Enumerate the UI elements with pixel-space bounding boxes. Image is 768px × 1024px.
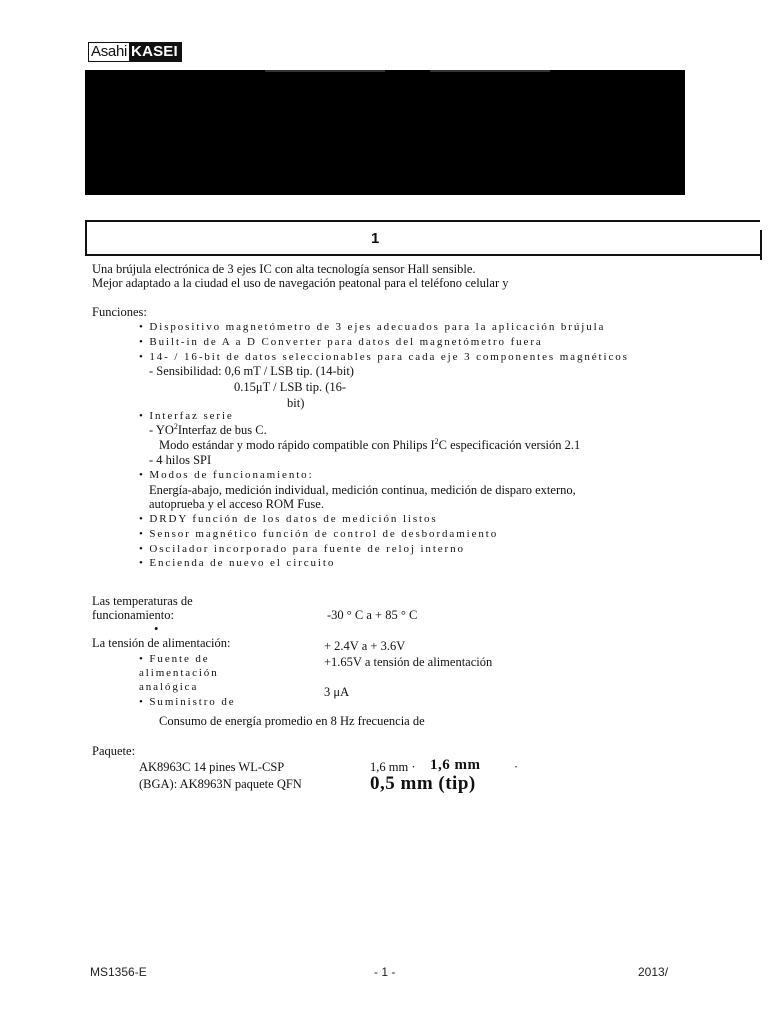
footer-right: 2013/ — [638, 965, 669, 979]
supply-value: + 2.4V a + 3.6V — [324, 639, 406, 653]
feature-item: • Dispositivo magnetómetro de 3 ejes adecuados para la aplicación brújula — [139, 321, 606, 333]
header-black-block — [85, 70, 685, 195]
modo-line — [159, 438, 580, 453]
logo-text-kasei: KASEI — [129, 43, 181, 61]
intro-line-2: Mejor adaptado a la ciudad el uso de navegación peatonal para el teléfono celular y — [92, 276, 509, 290]
temp-label-1: Las temperaturas de — [92, 594, 193, 608]
modo-superscript: 2 — [434, 436, 439, 446]
footer-center-clipped — [374, 965, 396, 980]
logo-text-asahi: Asahi — [91, 43, 128, 60]
header-streak — [265, 70, 385, 72]
feature-item: • 14- / 16-bit de datos seleccionables para cada eje 3 componentes magnéticos — [139, 351, 629, 363]
feature-item: • Encienda de nuevo el circuito — [139, 557, 336, 569]
fuente-label-2: alimentación — [139, 667, 219, 679]
footer-center: - 1 - — [374, 965, 396, 979]
fuente-label-3: analógica — [139, 681, 199, 693]
modo-text-b: C especificación versión 2.1 — [438, 438, 581, 452]
package-line-2b: 0,5 mm (tip) — [370, 773, 476, 794]
feature-item: • Oscilador incorporado para fuente de reloj interno — [139, 543, 465, 555]
fuente-value-2-clipped — [324, 685, 350, 699]
intro-line-1: Una brújula electrónica de 3 ejes IC con alta tecnología sensor Hall sensible. — [92, 262, 476, 276]
package-line-1a: AK8963C 14 pines WL-CSP — [139, 760, 285, 774]
temp-label-2: funcionamiento: — [92, 608, 174, 622]
i2c-text-b: Interfaz de bus C. — [177, 423, 267, 437]
fuente-value: +1.65V a tensión de alimentación — [324, 655, 493, 669]
modes-line-1: Energía-abajo, medición individual, medición continua, medición de disparo externo, — [149, 483, 576, 497]
feature-item: • Built-in de A a D Converter para datos del magnetómetro fuera — [139, 336, 543, 348]
temp-value: -30 ° C a + 85 ° C — [327, 608, 418, 622]
feature-item: • Sensor magnético función de control de desbordamiento — [139, 528, 499, 540]
spi-line: - 4 hilos SPI — [149, 453, 212, 467]
spec-bullet: • — [154, 622, 159, 636]
title-box-edge — [760, 230, 762, 260]
package-line-2a: (BGA): AK8963N paquete QFN — [139, 777, 302, 791]
section-title-box — [85, 220, 760, 256]
package-line-2b-clipped — [370, 773, 476, 794]
package-line-2a-clipped — [139, 777, 302, 791]
header-streak — [430, 70, 550, 72]
sensitivity-line-2: 0.15μT / LSB tip. (16- — [234, 380, 347, 394]
fuente-value-clipped — [324, 655, 493, 669]
paquete-heading: Paquete: — [92, 744, 136, 758]
fuente-value-2: 3 μA — [324, 685, 350, 699]
package-line-1d: · — [514, 760, 519, 774]
footer-left-clipped — [90, 965, 160, 980]
footer-left: MS1356-E — [90, 965, 147, 979]
package-line-1c: 1,6 mm — [430, 757, 481, 773]
i2c-superscript: 2 — [173, 421, 178, 431]
consumo-text: Consumo de energía promedio en 8 Hz frecuencia de — [159, 714, 425, 728]
feature-item: • Interfaz serie — [139, 410, 234, 422]
sensitivity-line-1: - Sensibilidad: 0,6 mT / LSB tip. (14-bit) — [149, 364, 354, 378]
temp-value-clipped — [327, 608, 418, 622]
consumo-clipped — [159, 714, 425, 728]
modes-line-2: autoprueba y el acceso ROM Fuse. — [149, 497, 324, 511]
section-number: 1 — [371, 230, 380, 247]
sensitivity-line-3: bit) — [287, 396, 305, 410]
intro-line-2-clipped — [92, 276, 509, 290]
supply-label: La tensión de alimentación: — [92, 636, 231, 650]
feature-item: • Modos de funcionamiento: — [139, 469, 314, 481]
modo-text-a: Modo estándar y modo rápido compatible con Philips I — [159, 438, 435, 452]
asahi-kasei-logo — [88, 42, 182, 62]
fuente-label-1: • Fuente de — [139, 653, 210, 665]
feature-item: • DRDY función de los datos de medición listos — [139, 513, 438, 525]
i2c-text-a: - YO — [149, 423, 174, 437]
suministro-label: • Suministro de — [139, 696, 236, 708]
package-line-1b: 1,6 mm · — [370, 760, 416, 774]
i2c-line — [149, 423, 267, 438]
footer-right-clipped — [638, 965, 669, 980]
funciones-heading: Funciones: — [92, 305, 147, 319]
